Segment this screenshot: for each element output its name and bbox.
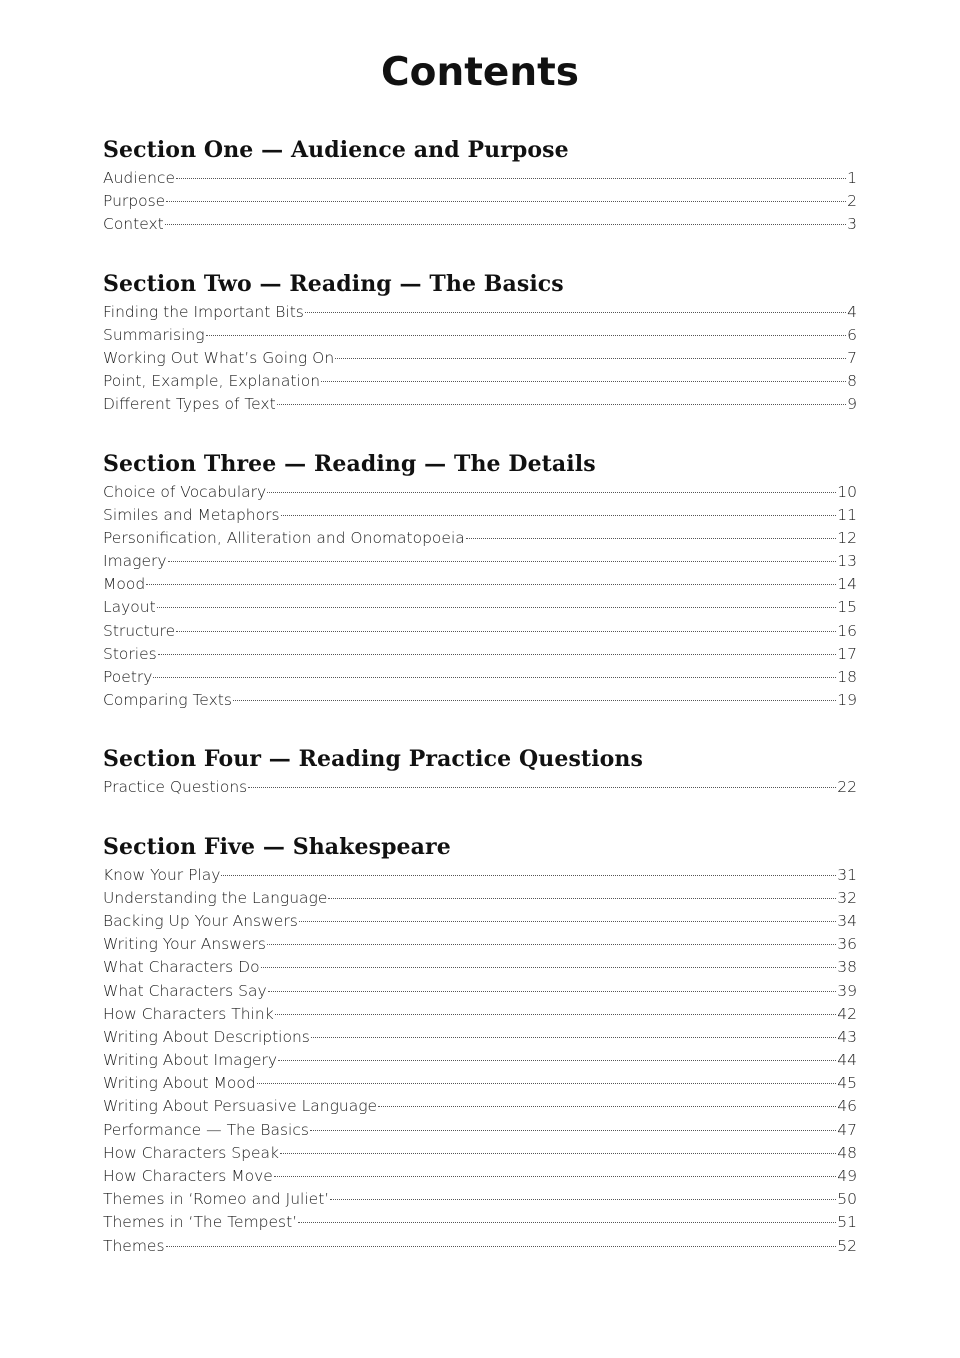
toc-entry-page: 7 — [847, 348, 857, 367]
toc-entry-title: How Characters Speak — [103, 1143, 279, 1162]
toc-entry-title: Practice Questions — [103, 778, 248, 797]
dot-leader — [157, 607, 837, 608]
dot-leader — [335, 358, 846, 359]
toc-entry-title: How Characters Think — [103, 1004, 274, 1023]
toc-entry-title: Layout — [103, 598, 156, 617]
toc-entry-title: Finding the Important Bits — [103, 302, 304, 321]
toc-entry-page: 18 — [837, 668, 857, 686]
toc-entry-page: 31 — [837, 865, 857, 884]
toc-entry-page: 47 — [837, 1120, 857, 1139]
table-of-contents — [103, 133, 857, 1288]
toc-entry-title: Themes in ‘Romeo and Juliet’ — [103, 1190, 330, 1209]
toc-entry-page: 42 — [837, 1004, 857, 1023]
dot-leader — [321, 381, 846, 382]
dot-leader — [166, 1246, 837, 1247]
toc-entry-title: Context — [103, 215, 164, 234]
toc-entry-page: 16 — [837, 621, 857, 640]
toc-entry-page: 43 — [837, 1027, 857, 1046]
toc-entry[interactable] — [103, 620, 857, 643]
toc-entry-page: 14 — [837, 575, 857, 594]
toc-entry-title: Writing About Persuasive Language — [103, 1097, 378, 1116]
toc-entry-page: 50 — [837, 1190, 857, 1209]
toc-entry-page: 1 — [847, 169, 857, 187]
toc-entry-page: 49 — [837, 1167, 857, 1185]
toc-entry-title: Choice of Vocabulary — [103, 482, 267, 501]
dot-leader — [281, 515, 837, 516]
toc-entry[interactable] — [103, 573, 857, 596]
toc-entry-page: 9 — [847, 395, 857, 414]
section-heading: Section One — Audience and Purpose — [103, 137, 569, 163]
toc-entry-page: 52 — [837, 1236, 857, 1255]
dot-leader — [278, 1060, 836, 1061]
toc-entry[interactable] — [103, 550, 857, 573]
dot-leader — [280, 1153, 836, 1154]
toc-entry-title: Themes in ‘The Tempest’ — [103, 1213, 298, 1232]
dot-leader — [277, 404, 846, 405]
toc-entry[interactable] — [103, 1072, 857, 1095]
toc-entry-title: Mood — [103, 575, 146, 594]
section-five — [103, 830, 857, 1258]
toc-entry-title: Know Your Play — [103, 865, 221, 884]
toc-entry[interactable] — [103, 301, 857, 324]
toc-entry[interactable] — [103, 190, 857, 213]
toc-entry[interactable] — [103, 504, 857, 527]
toc-entry-title: Stories — [103, 644, 157, 663]
toc-entry[interactable] — [103, 864, 857, 887]
toc-entry[interactable] — [103, 910, 857, 933]
toc-entry-title: Writing About Descriptions — [103, 1027, 310, 1046]
dot-leader — [257, 1083, 837, 1084]
toc-entry[interactable] — [103, 1119, 857, 1142]
toc-entry-page: 10 — [837, 482, 857, 501]
toc-entry-page: 46 — [837, 1097, 857, 1116]
toc-entry-title: Imagery — [103, 552, 167, 571]
toc-entry-page: 12 — [837, 528, 857, 547]
toc-entry-page: 51 — [837, 1213, 857, 1232]
toc-entry-page: 6 — [847, 325, 857, 344]
toc-entry[interactable] — [103, 1235, 857, 1258]
toc-entry-page: 38 — [837, 958, 857, 977]
dot-leader — [165, 224, 846, 225]
toc-entry-page: 19 — [837, 691, 857, 710]
dot-leader — [248, 787, 836, 788]
toc-entry-title: How Characters Move — [103, 1167, 273, 1185]
dot-leader — [261, 967, 837, 968]
toc-entry[interactable] — [103, 1095, 857, 1118]
toc-entry[interactable] — [103, 956, 857, 979]
dot-leader — [310, 1130, 836, 1131]
toc-entry-title: Point, Example, Explanation — [103, 372, 321, 391]
dot-leader — [311, 1037, 836, 1038]
toc-entry[interactable] — [103, 1211, 857, 1234]
dot-leader — [153, 677, 836, 678]
toc-entry-title: Writing About Imagery — [103, 1051, 278, 1070]
toc-entry[interactable] — [103, 1188, 857, 1211]
toc-entry-page: 39 — [837, 981, 857, 1000]
page-title: Contents — [381, 50, 579, 95]
section-two — [103, 267, 857, 417]
toc-entry-title: Summarising — [103, 325, 205, 344]
dot-leader — [168, 561, 837, 562]
toc-entry[interactable] — [103, 1049, 857, 1072]
toc-entry[interactable] — [103, 1142, 857, 1165]
dot-leader — [146, 584, 836, 585]
toc-entry-page: 11 — [837, 505, 857, 524]
toc-entry-page: 8 — [847, 372, 857, 391]
dot-leader — [166, 201, 846, 202]
toc-entry-page: 44 — [837, 1051, 857, 1070]
toc-entry-title: Personification, Alliteration and Onomatopoeia — [103, 528, 465, 547]
toc-entry-page: 45 — [837, 1074, 857, 1093]
toc-entry[interactable] — [103, 527, 857, 550]
toc-entry[interactable] — [103, 347, 857, 370]
toc-entry[interactable] — [103, 887, 857, 910]
dot-leader — [176, 631, 836, 632]
dot-leader — [267, 492, 836, 493]
section-heading: Section Three — Reading — The Details — [103, 450, 596, 477]
dot-leader — [275, 1014, 837, 1015]
toc-entry[interactable] — [103, 481, 857, 504]
toc-entry[interactable] — [103, 167, 857, 190]
dot-leader — [267, 944, 836, 945]
toc-entry-title: Writing Your Answers — [103, 935, 266, 954]
toc-entry-page: 36 — [837, 935, 857, 954]
toc-entry-title: Understanding the Language — [103, 888, 328, 907]
toc-entry-title: Working Out What’s Going On — [103, 348, 335, 367]
toc-entry-page: 22 — [837, 778, 857, 797]
toc-entry-page: 15 — [837, 598, 857, 617]
toc-entry[interactable] — [103, 393, 857, 416]
dot-leader — [305, 312, 846, 313]
toc-entry-page: 4 — [847, 302, 857, 321]
toc-entry-title: Purpose — [103, 192, 166, 211]
toc-entry[interactable] — [103, 776, 857, 799]
dot-leader — [466, 538, 837, 539]
toc-entry-title: What Characters Say — [103, 981, 267, 1000]
toc-entry-title: Backing Up Your Answers — [103, 911, 298, 930]
dot-leader — [221, 875, 836, 876]
toc-entry-title: Writing About Mood — [103, 1074, 256, 1093]
toc-entry[interactable] — [103, 933, 857, 956]
section-four — [103, 742, 857, 799]
toc-entry[interactable] — [103, 1003, 857, 1026]
section-three — [103, 447, 857, 713]
toc-entry-page: 13 — [837, 552, 857, 571]
toc-entry-title: Themes — [103, 1236, 165, 1255]
section-heading: Section Five — Shakespeare — [103, 833, 451, 860]
toc-entry[interactable] — [103, 213, 857, 236]
dot-leader — [328, 898, 836, 899]
toc-entry-page: 3 — [847, 215, 857, 234]
toc-entry[interactable] — [103, 689, 857, 712]
toc-entry[interactable] — [103, 666, 857, 689]
toc-entry-title: Structure — [103, 621, 176, 640]
toc-entry-title: Poetry — [103, 668, 153, 686]
dot-leader — [330, 1199, 836, 1200]
toc-entry[interactable] — [103, 596, 857, 619]
toc-entry-title: Different Types of Text — [103, 395, 276, 414]
toc-entry-page: 34 — [837, 911, 857, 930]
toc-entry-title: Similes and Metaphors — [103, 505, 280, 524]
toc-entry[interactable] — [103, 370, 857, 393]
toc-entry[interactable] — [103, 980, 857, 1003]
toc-entry-page: 2 — [847, 192, 857, 211]
toc-entry-page: 48 — [837, 1143, 857, 1162]
section-one — [103, 133, 857, 237]
dot-leader — [158, 654, 837, 655]
dot-leader — [298, 1222, 836, 1223]
toc-entry[interactable] — [103, 1026, 857, 1049]
dot-leader — [378, 1106, 836, 1107]
toc-entry-page: 17 — [837, 644, 857, 663]
toc-entry-title: Comparing Texts — [103, 691, 232, 710]
dot-leader — [206, 335, 847, 336]
toc-entry-page: 32 — [837, 888, 857, 907]
toc-entry[interactable] — [103, 643, 857, 666]
section-heading: Section Two — Reading — The Basics — [103, 270, 564, 297]
dot-leader — [233, 700, 836, 701]
toc-entry-title: Performance — The Basics — [103, 1120, 309, 1139]
toc-entry-title: Audience — [103, 169, 175, 187]
toc-entry-title: What Characters Do — [103, 958, 260, 977]
dot-leader — [176, 178, 846, 179]
toc-entry[interactable] — [103, 324, 857, 347]
dot-leader — [268, 991, 837, 992]
dot-leader — [299, 921, 836, 922]
section-heading: Section Four — Reading Practice Questions — [103, 746, 644, 773]
toc-entry[interactable] — [103, 1165, 857, 1188]
dot-leader — [274, 1176, 836, 1177]
